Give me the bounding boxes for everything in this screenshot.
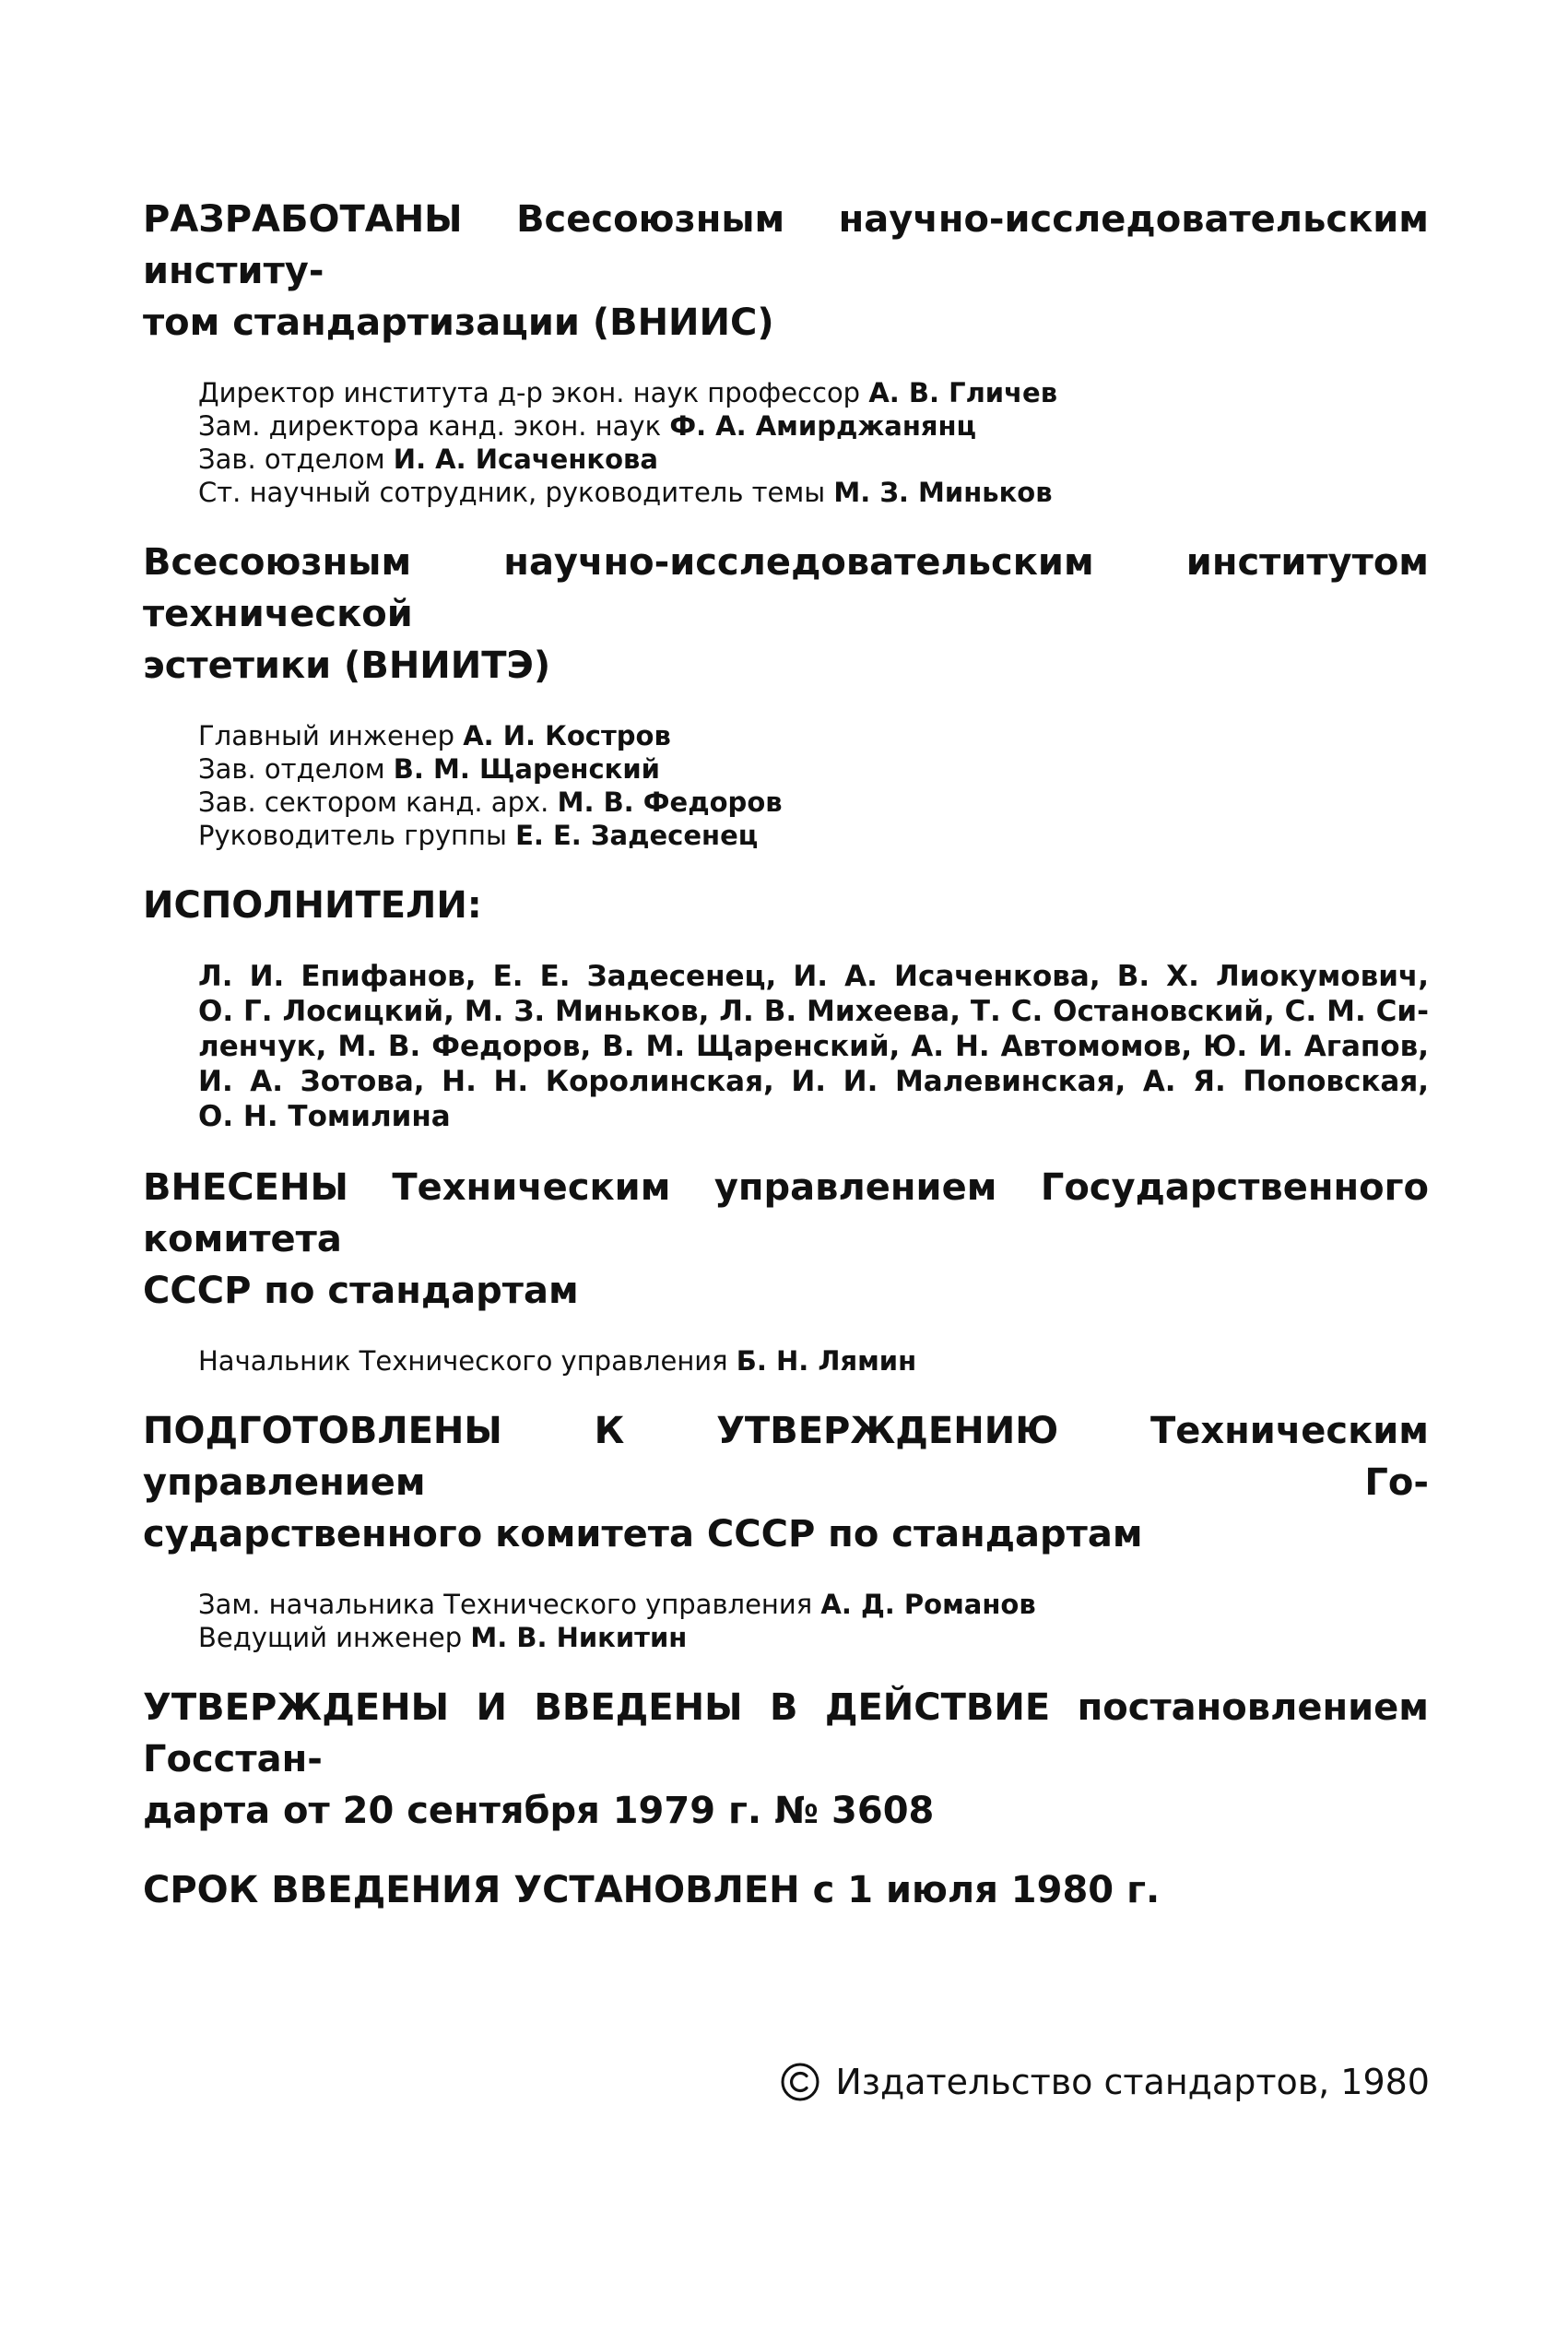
- submitted-keyword: ВНЕСЕНЫ: [143, 1166, 348, 1209]
- executors-line: И. А. Зотова, Н. Н. Королинская, И. И. Малевинская, А. Я. Поповская,: [198, 1065, 1429, 1098]
- approved-heading: УТВЕРЖДЕНЫ И ВВЕДЕНЫ В ДЕЙСТВИЕ постановлением Госстан- дарта от 20 сентября 1979 г. № 3608: [143, 1686, 1429, 1832]
- executors-line: Л. И. Епифанов, Е. Е. Задесенец, И. А. Исаченкова, В. Х. Лиокумович,: [198, 960, 1429, 993]
- vniite-line1: Всесоюзным научно-исследовательским институтом технической: [143, 541, 1429, 635]
- copyright-icon: [780, 2062, 820, 2102]
- submitted-heading: ВНЕСЕНЫ Техническим управлением Государственного комитета СССР по стандартам: [143, 1166, 1429, 1312]
- staff-item: Зав. отделом В. М. Щаренский: [198, 753, 660, 785]
- developed-line1-rest: Всесоюзным научно-исследовательским институ-: [143, 198, 1429, 292]
- executors-line: О. Г. Лосицкий, М. З. Миньков, Л. В. Михеева, Т. С. Остановский, С. М. Си-: [198, 995, 1429, 1028]
- section-effective-date: [143, 1864, 1429, 1916]
- prepared-staff-list: [198, 1588, 1429, 1654]
- developed-staff-list: [198, 376, 1429, 509]
- section-submitted: [143, 1162, 1429, 1378]
- section-developed-heading: [143, 194, 1429, 349]
- section-vniite: [143, 537, 1429, 852]
- section-executors: [143, 880, 1429, 1134]
- approved-keyword: УТВЕРЖДЕНЫ И ВВЕДЕНЫ В ДЕЙСТВИЕ: [143, 1686, 1051, 1729]
- vniite-staff-list: [198, 719, 1429, 852]
- prepared-heading: ПОДГОТОВЛЕНЫ К УТВЕРЖДЕНИЮ Техническим управлением Го- сударственного комитета СССР по стандартам: [143, 1410, 1429, 1555]
- prepared-keyword: ПОДГОТОВЛЕНЫ К УТВЕРЖДЕНИЮ: [143, 1410, 1059, 1452]
- executors-heading: ИСПОЛНИТЕЛИ:: [143, 884, 482, 927]
- submitted-staff-list: [198, 1344, 1429, 1378]
- effective-date-heading: СРОК ВВЕДЕНИЯ УСТАНОВЛЕН с 1 июля 1980 г.: [143, 1869, 1161, 1911]
- document-page: [143, 194, 1429, 1944]
- developed-line2: том стандартизации (ВНИИС): [143, 302, 774, 344]
- staff-item: Главный инженер А. И. Костров: [198, 720, 671, 751]
- staff-item: Зав. сектором канд. арх. М. В. Федоров: [198, 787, 783, 818]
- staff-item: Зам. директора канд. экон. наук Ф. А. Амирджанянц: [198, 410, 977, 442]
- staff-item: Ведущий инженер М. В. Никитин: [198, 1622, 688, 1653]
- executors-line: ленчук, М. В. Федоров, В. М. Щаренский, А. Н. Автомомов, Ю. И. Агапов,: [198, 1030, 1429, 1063]
- copyright-notice: [780, 2061, 1430, 2103]
- section-developed: [143, 194, 1429, 509]
- vniite-line2: эстетики (ВНИИТЭ): [143, 645, 551, 687]
- section-approved: [143, 1682, 1429, 1837]
- staff-item: Директор института д-р экон. наук профессор А. В. Гличев: [198, 377, 1058, 408]
- section-prepared: [143, 1405, 1429, 1654]
- staff-item: Ст. научный сотрудник, руководитель темы М. З. Миньков: [198, 477, 1053, 508]
- staff-item: Зам. начальника Технического управления А. Д. Романов: [198, 1589, 1036, 1620]
- section-vniite-heading: [143, 537, 1429, 692]
- executors-list: [198, 959, 1429, 1134]
- copyright-text: Издательство стандартов, 1980: [835, 2062, 1430, 2102]
- staff-item: Начальник Технического управления Б. Н. Лямин: [198, 1345, 917, 1377]
- staff-item: Руководитель группы Е. Е. Задесенец: [198, 820, 759, 851]
- executors-line: О. Н. Томилина: [198, 1100, 451, 1133]
- staff-item: Зав. отделом И. А. Исаченкова: [198, 444, 658, 475]
- developed-keyword: РАЗРАБОТАНЫ: [143, 198, 463, 241]
